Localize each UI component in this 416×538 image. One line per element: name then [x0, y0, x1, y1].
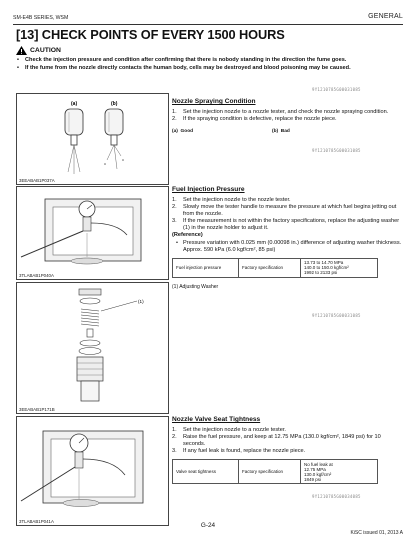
- section-code: 9Y1210785G00031085: [312, 148, 361, 153]
- figure-legend: (1) Adjusting Washer: [172, 283, 219, 290]
- page-title: [13] CHECK POINTS OF EVERY 1500 HOURS: [16, 27, 285, 42]
- step-item: 3. If any fuel leak is found, replace the nozzle piece.: [172, 448, 306, 455]
- reference-label: (Reference): [172, 232, 203, 239]
- section-nozzle-spraying: [172, 98, 402, 134]
- caution-heading: [16, 46, 404, 55]
- caution-code: 9Y1210785G00031085: [312, 87, 361, 92]
- step-item: 3. If the measurement is not within the factory specifications, replace the adjusting washer (1) in the nozzle holder to adjust it.: [172, 218, 400, 232]
- nozzle-good-drawing: [65, 109, 83, 174]
- warning-icon: [16, 46, 27, 55]
- step-item: 1. Set the injection nozzle to a nozzle tester.: [172, 427, 286, 433]
- figure-caption: 3TLABAB1P040A: [19, 273, 54, 278]
- figure-legend: (a) Good (b) Bad: [172, 129, 290, 135]
- spec-kind: Factory specification: [239, 258, 301, 277]
- table-row: [173, 460, 378, 484]
- step-list: [172, 427, 402, 455]
- spec-values: 13.73 to 14.70 MPa 140.0 to 150.0 kgf/cm² 1992 to 2133 psi: [301, 258, 378, 277]
- figure-caption: 3EEABAB1P171B: [19, 407, 55, 412]
- figure-nozzle-holder: [16, 282, 169, 414]
- section-code: 9Y1210785G00031085: [312, 313, 361, 318]
- spray-illustration: [17, 94, 168, 178]
- spec-kind: Factory specification: [239, 460, 301, 484]
- section-code: 9Y1210785G00034085: [312, 494, 361, 499]
- section-nozzle-valve: [172, 416, 402, 484]
- section-title: Nozzle Spraying Condition: [172, 98, 256, 105]
- figure-spray-pattern: [16, 93, 169, 185]
- callout-label: (1): [138, 299, 144, 304]
- reference-text: • Pressure variation with 0.025 mm (0.00098 in.) difference of adjusting washer thickness.: [172, 240, 402, 247]
- spec-values: No fuel leak at 12.75 MPa 130.0 kgf/cm² 1849 psi: [301, 460, 378, 484]
- figure-label-a: (a): [71, 101, 78, 107]
- caution-block: [16, 46, 404, 72]
- spec-table: [172, 459, 378, 484]
- header-section: GENERAL: [368, 13, 403, 20]
- caution-item: • If the fume from the nozzle directly contacts the human body, cells may be destroyed and blood poisoning may be caused.: [16, 65, 404, 73]
- nozzle-bad-drawing: [104, 109, 124, 169]
- spec-item: Valve seat tightness: [173, 460, 239, 484]
- figure-nozzle-tester: [16, 186, 169, 280]
- figure-caption: 3EEABAB1P037A: [19, 178, 55, 183]
- header-rule: [13, 24, 403, 25]
- page-number: G-24: [200, 522, 216, 529]
- figure-caption: 3TLABAB1P041A: [19, 519, 54, 524]
- section-title: Nozzle Valve Seat Tightness: [172, 416, 261, 423]
- step-item: 2. Raise the fuel pressure, and keep at 12.75 MPa (130.0 kgf/cm², 1849 psi) for 10 seconds.: [172, 434, 381, 448]
- section-fuel-injection: [172, 186, 402, 290]
- tester-illustration: [17, 187, 168, 273]
- nozzle-holder-illustration: [17, 283, 168, 407]
- step-item: 2. Slowly move the tester handle to measure the pressure at which fuel begins jetting out from the nozzle.: [172, 204, 397, 218]
- step-list: [172, 197, 402, 232]
- step-item: 1. Set the injection nozzle to the nozzle tester.: [172, 197, 291, 203]
- step-item: 2. If the spraying condition is defective, replace the nozzle piece.: [172, 116, 337, 123]
- section-title: Fuel Injection Pressure: [172, 186, 245, 193]
- step-list: [172, 109, 402, 123]
- valve-tester-illustration: [17, 417, 168, 519]
- spec-item: Fuel injection pressure: [173, 258, 239, 277]
- caution-label: CAUTION: [30, 47, 61, 54]
- step-item: 1. Set the injection nozzle to a nozzle tester, and check the nozzle spraying condition.: [172, 109, 389, 115]
- issue-note: KiSC issued 01, 2013 A: [350, 530, 403, 536]
- figure-valve-seat-tester: [16, 416, 169, 526]
- table-row: [173, 258, 378, 277]
- header-series: SM-E4B SERIES, WSM: [13, 15, 69, 21]
- spec-table: [172, 258, 378, 278]
- figure-label-b: (b): [111, 101, 118, 107]
- caution-item: • Check the injection pressure and condition after confirming that there is nobody standing in the direction the fume goes.: [16, 57, 404, 65]
- caution-list: [16, 57, 404, 72]
- reference-approx: Approx. 590 kPa (6.0 kgf/cm², 85 psi): [183, 246, 276, 253]
